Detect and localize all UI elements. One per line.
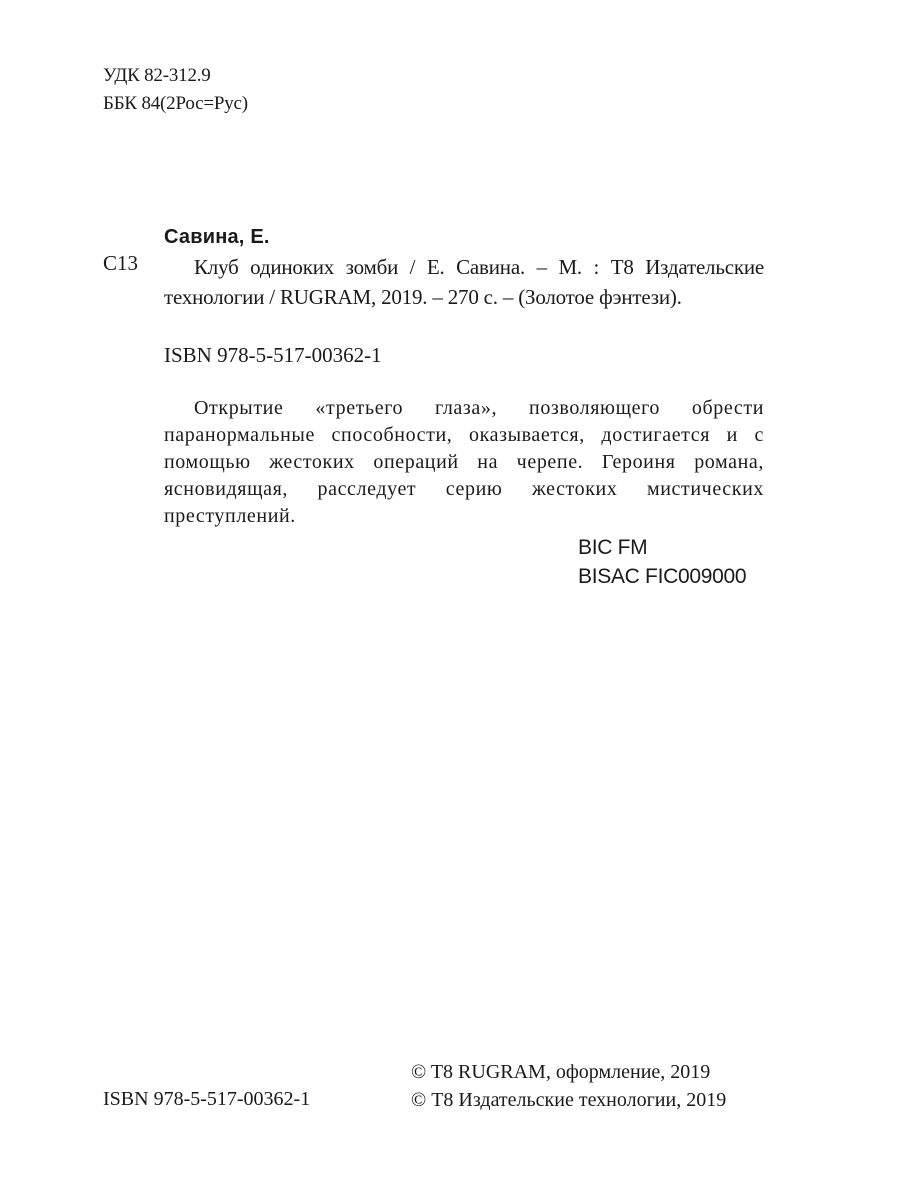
annotation-text: Открытие «третьего глаза», позволяющего обрести паранормальные способности, оказывается, достигается и с помощью жестоких операций на черепе. Героиня романа, ясновидящая, расследует серию жестоких мистических преступлений.: [164, 397, 764, 527]
classification-codes: [103, 62, 248, 118]
bibliographic-record: [164, 222, 764, 312]
bbk-code: ББК 84(2Рос=Рус): [103, 93, 248, 114]
bic-code: BIC FM: [578, 536, 648, 559]
subject-classifiers: [578, 533, 746, 591]
copyright-line-publisher: © Т8 Издательские технологии, 2019: [411, 1089, 727, 1111]
author-mark: С13: [103, 251, 139, 275]
isbn-footer: ISBN 978-5-517-00362-1: [103, 1088, 311, 1110]
udk-code: УДК 82-312.9: [103, 65, 211, 86]
author-heading: Савина, Е.: [164, 226, 270, 248]
copyright-block: [411, 1058, 726, 1114]
isbn-record: ISBN 978-5-517-00362-1: [164, 343, 382, 367]
bisac-code: BISAC FIC009000: [578, 565, 747, 588]
copyright-line-design: © T8 RUGRAM, оформление, 2019: [411, 1061, 711, 1083]
bibliographic-description: Клуб одиноких зомби / Е. Савина. – М. : Т8 Издательские технологии / RUGRAM, 2019. – 270 с. – (Золотое фэнтези).: [164, 255, 764, 309]
